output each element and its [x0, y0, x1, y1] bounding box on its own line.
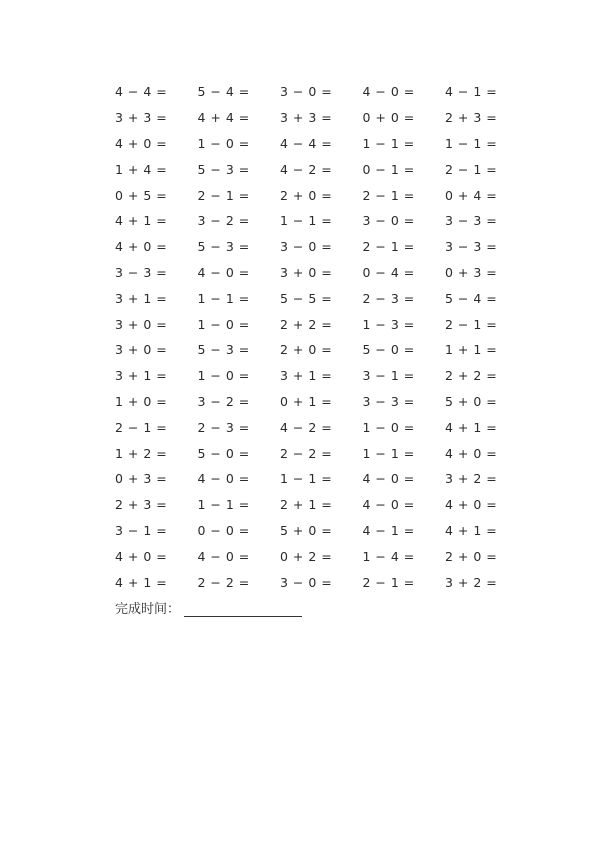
arithmetic-problem: 2 − 1 =: [197, 187, 250, 203]
problem-row: [115, 440, 535, 466]
arithmetic-problem: 0 + 5 =: [115, 187, 168, 203]
arithmetic-problem: 2 − 2 =: [280, 445, 333, 461]
arithmetic-problem: 1 − 0 =: [362, 419, 415, 435]
arithmetic-problem: 1 − 1 =: [280, 213, 333, 229]
arithmetic-problem: 5 − 4 =: [445, 290, 498, 306]
arithmetic-problem: 3 + 2 =: [445, 574, 498, 590]
arithmetic-problem: 2 − 1 =: [362, 239, 415, 255]
arithmetic-problem: 5 + 0 =: [445, 393, 498, 409]
problem-row: [115, 389, 535, 415]
arithmetic-problem: 4 + 1 =: [445, 522, 498, 538]
arithmetic-problem: 5 − 3 =: [197, 342, 250, 358]
arithmetic-problem: 0 − 1 =: [362, 161, 415, 177]
arithmetic-problem: 4 + 0 =: [115, 548, 168, 564]
arithmetic-problem: 4 − 0 =: [197, 471, 250, 487]
arithmetic-problem: 0 + 0 =: [362, 110, 415, 126]
arithmetic-problem: 4 + 0 =: [115, 239, 168, 255]
arithmetic-problem: 1 − 3 =: [362, 316, 415, 332]
problem-row: [115, 234, 535, 260]
arithmetic-problem: 2 − 1 =: [445, 161, 498, 177]
problem-row: [115, 337, 535, 363]
arithmetic-problem: 2 − 3 =: [362, 290, 415, 306]
arithmetic-problem: 0 + 4 =: [445, 187, 498, 203]
problem-grid: [115, 79, 535, 595]
arithmetic-problem: 3 − 2 =: [197, 393, 250, 409]
arithmetic-problem: 4 + 1 =: [115, 213, 168, 229]
arithmetic-problem: 3 − 1 =: [115, 522, 168, 538]
arithmetic-problem: 0 + 3 =: [115, 471, 168, 487]
arithmetic-problem: 4 − 1 =: [445, 84, 498, 100]
arithmetic-problem: 5 − 0 =: [197, 445, 250, 461]
arithmetic-problem: 3 + 1 =: [115, 290, 168, 306]
problem-row: [115, 363, 535, 389]
arithmetic-problem: 0 − 4 =: [362, 264, 415, 280]
arithmetic-problem: 1 − 0 =: [197, 368, 250, 384]
arithmetic-problem: 0 + 2 =: [280, 548, 333, 564]
arithmetic-problem: 2 + 0 =: [445, 548, 498, 564]
problem-row: [115, 569, 535, 595]
problem-row: [115, 311, 535, 337]
arithmetic-problem: 4 − 2 =: [280, 419, 333, 435]
arithmetic-problem: 3 + 2 =: [445, 471, 498, 487]
arithmetic-problem: 1 + 2 =: [115, 445, 168, 461]
arithmetic-problem: 3 + 1 =: [115, 368, 168, 384]
problem-row: [115, 543, 535, 569]
arithmetic-problem: 3 − 3 =: [445, 239, 498, 255]
arithmetic-problem: 3 − 3 =: [445, 213, 498, 229]
arithmetic-problem: 4 − 0 =: [197, 264, 250, 280]
arithmetic-problem: 2 + 0 =: [280, 342, 333, 358]
arithmetic-problem: 0 + 3 =: [445, 264, 498, 280]
problem-row: [115, 285, 535, 311]
arithmetic-problem: 1 − 1 =: [445, 135, 498, 151]
arithmetic-problem: 1 + 0 =: [115, 393, 168, 409]
completion-time-blank[interactable]: [184, 602, 302, 617]
arithmetic-problem: 1 − 0 =: [197, 316, 250, 332]
completion-time-line: [115, 598, 302, 617]
arithmetic-problem: 4 − 0 =: [362, 497, 415, 513]
problem-row: [115, 414, 535, 440]
arithmetic-problem: 2 − 2 =: [197, 574, 250, 590]
arithmetic-problem: 1 − 1 =: [362, 135, 415, 151]
problem-row: [115, 492, 535, 518]
arithmetic-problem: 3 + 3 =: [280, 110, 333, 126]
arithmetic-problem: 4 + 1 =: [445, 419, 498, 435]
arithmetic-problem: 3 − 3 =: [362, 393, 415, 409]
arithmetic-problem: 2 + 1 =: [280, 497, 333, 513]
problem-row: [115, 518, 535, 544]
arithmetic-problem: 4 − 0 =: [197, 548, 250, 564]
arithmetic-problem: 4 + 1 =: [115, 574, 168, 590]
problem-row: [115, 156, 535, 182]
arithmetic-problem: 2 + 3 =: [445, 110, 498, 126]
arithmetic-problem: 3 − 0 =: [280, 84, 333, 100]
arithmetic-problem: 3 − 0 =: [280, 239, 333, 255]
arithmetic-problem: 4 − 1 =: [362, 522, 415, 538]
arithmetic-problem: 2 − 1 =: [362, 187, 415, 203]
problem-row: [115, 79, 535, 105]
arithmetic-problem: 1 − 1 =: [197, 290, 250, 306]
arithmetic-problem: 0 + 1 =: [280, 393, 333, 409]
arithmetic-problem: 3 − 0 =: [280, 574, 333, 590]
arithmetic-problem: 5 − 3 =: [197, 161, 250, 177]
arithmetic-problem: 1 + 4 =: [115, 161, 168, 177]
arithmetic-problem: 4 − 0 =: [362, 471, 415, 487]
arithmetic-problem: 1 − 1 =: [197, 497, 250, 513]
arithmetic-problem: 3 − 1 =: [362, 368, 415, 384]
arithmetic-problem: 3 − 2 =: [197, 213, 250, 229]
arithmetic-problem: 3 + 0 =: [115, 342, 168, 358]
arithmetic-problem: 1 − 1 =: [280, 471, 333, 487]
arithmetic-problem: 4 − 4 =: [280, 135, 333, 151]
arithmetic-problem: 5 − 0 =: [362, 342, 415, 358]
arithmetic-problem: 4 + 0 =: [445, 445, 498, 461]
arithmetic-problem: 4 + 4 =: [197, 110, 250, 126]
arithmetic-problem: 2 + 3 =: [115, 497, 168, 513]
problem-row: [115, 466, 535, 492]
problem-row: [115, 260, 535, 286]
arithmetic-problem: 2 + 2 =: [280, 316, 333, 332]
arithmetic-problem: 2 + 0 =: [280, 187, 333, 203]
arithmetic-problem: 1 − 1 =: [362, 445, 415, 461]
arithmetic-problem: 4 + 0 =: [115, 135, 168, 151]
arithmetic-problem: 1 + 1 =: [445, 342, 498, 358]
problem-row: [115, 105, 535, 131]
problem-row: [115, 182, 535, 208]
arithmetic-problem: 2 + 2 =: [445, 368, 498, 384]
arithmetic-problem: 0 − 0 =: [197, 522, 250, 538]
arithmetic-problem: 3 + 1 =: [280, 368, 333, 384]
arithmetic-problem: 2 − 1 =: [115, 419, 168, 435]
arithmetic-problem: 3 − 3 =: [115, 264, 168, 280]
arithmetic-problem: 2 − 3 =: [197, 419, 250, 435]
arithmetic-problem: 5 + 0 =: [280, 522, 333, 538]
arithmetic-problem: 1 − 0 =: [197, 135, 250, 151]
problem-row: [115, 208, 535, 234]
arithmetic-problem: 4 − 2 =: [280, 161, 333, 177]
arithmetic-problem: 1 − 4 =: [362, 548, 415, 564]
arithmetic-problem: 5 − 3 =: [197, 239, 250, 255]
arithmetic-problem: 3 − 0 =: [362, 213, 415, 229]
arithmetic-problem: 4 − 0 =: [362, 84, 415, 100]
arithmetic-problem: 2 − 1 =: [362, 574, 415, 590]
completion-time-label: 完成时间：: [115, 602, 181, 617]
arithmetic-problem: 4 − 4 =: [115, 84, 168, 100]
arithmetic-problem: 3 + 0 =: [280, 264, 333, 280]
arithmetic-problem: 4 + 0 =: [445, 497, 498, 513]
arithmetic-problem: 3 + 0 =: [115, 316, 168, 332]
arithmetic-problem: 5 − 5 =: [280, 290, 333, 306]
arithmetic-problem: 2 − 1 =: [445, 316, 498, 332]
arithmetic-problem: 5 − 4 =: [197, 84, 250, 100]
arithmetic-problem: 3 + 3 =: [115, 110, 168, 126]
problem-row: [115, 131, 535, 157]
